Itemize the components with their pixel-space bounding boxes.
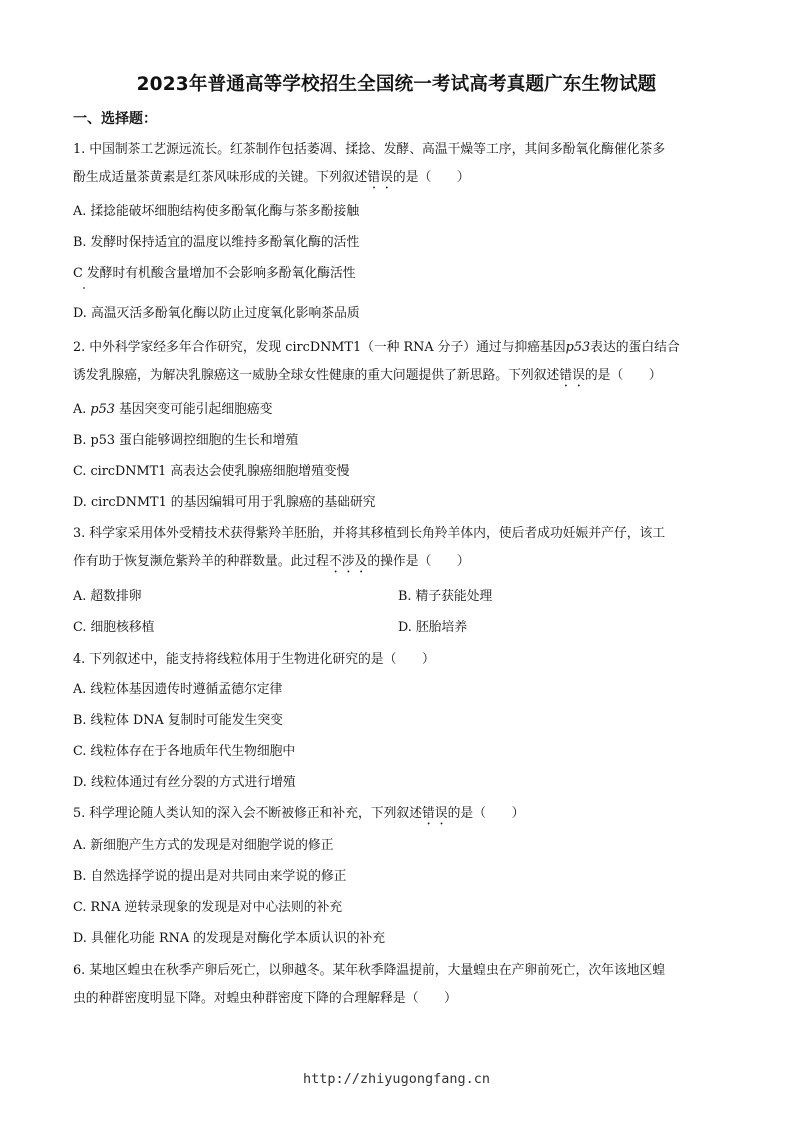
- q1-option-a: A. 揉捻能破坏细胞结构使多酚氧化酶与茶多酚接触: [73, 204, 360, 219]
- q2-stem-line-2: 诱发乳腺癌，为解决乳腺癌这一威胁全球女性健康的重大问题提供了新思路。下列叙述错误的是（ ）: [73, 368, 662, 383]
- emphasis-mark: 错误: [367, 170, 393, 185]
- q2-option-c: C. circDNMT1 高表达会使乳腺癌细胞增殖变慢: [73, 464, 350, 479]
- q1-option-b: B. 发酵时保持适宜的温度以维持多酚氧化酶的活性: [73, 235, 360, 250]
- q4-option-b: B. 线粒体 DNA 复制时可能发生突变: [73, 713, 283, 728]
- q6-stem-line-2: 虫的种群密度明显下降。对蝗虫种群密度下降的合理解释是（ ）: [73, 991, 457, 1006]
- q2-option-a: A. p53 基因突变可能引起细胞癌变: [73, 402, 273, 417]
- q4-stem: 4. 下列叙述中，能支持将线粒体用于生物进化研究的是（ ）: [73, 652, 435, 667]
- emphasis-mark: 不涉及: [328, 554, 368, 569]
- q5-stem: 5. 科学理论随人类认知的深入会不断被修正和补充，下列叙述错误的是（ ）: [73, 806, 525, 821]
- q6-stem-line-1: 6. 某地区蝗虫在秋季产卵后死亡，以卵越冬。某年秋季降温提前，大量蝗虫在产卵前死亡，次年该地区蝗: [73, 963, 666, 978]
- q5-option-d: D. 具催化功能 RNA 的发现是对酶化学本质认识的补充: [73, 931, 386, 946]
- q1-option-c: C 发酵时有机酸含量增加不会影响多酚氧化酶活性: [73, 266, 356, 281]
- q3-stem-line-2: 作有助于恢复濒危紫羚羊的种群数量。此过程不涉及的操作是（ ）: [73, 554, 470, 569]
- q1-option-d: D. 高温灭活多酚氧化酶以防止过度氧化影响茶品质: [73, 306, 360, 321]
- stray-dot: [83, 287, 85, 289]
- q3-stem-line-1: 3. 科学家采用体外受精技术获得紫羚羊胚胎，并将其移植到长角羚羊体内，使后者成功妊娠并产仔，该工: [73, 526, 666, 541]
- section-heading: 一、选择题：: [73, 111, 157, 127]
- q2-stem-line-1: 2. 中外科学家经多年合作研究，发现 circDNMT1（一种 RNA 分子）通过与抑癌基因p53表达的蛋白结合: [73, 340, 680, 355]
- footer-url: http://zhiyugongfang.cn: [303, 1071, 490, 1087]
- page-title: 2023年普通高等学校招生全国统一考试高考真题广东生物试题: [136, 74, 657, 95]
- emphasis-mark: 错误: [559, 368, 585, 383]
- q5-option-a: A. 新细胞产生方式的发现是对细胞学说的修正: [73, 838, 334, 853]
- q3-option-a: A. 超数排卵: [73, 589, 142, 604]
- q4-option-c: C. 线粒体存在于各地质年代生物细胞中: [73, 744, 296, 759]
- q2-option-d: D. circDNMT1 的基因编辑可用于乳腺癌的基础研究: [73, 495, 376, 510]
- q3-option-b: B. 精子获能处理: [398, 589, 493, 604]
- q3-option-d: D. 胚胎培养: [398, 620, 468, 635]
- q4-option-a: A. 线粒体基因遗传时遵循孟德尔定律: [73, 682, 283, 697]
- q4-option-d: D. 线粒体通过有丝分裂的方式进行增殖: [73, 775, 296, 790]
- q2-option-b: B. p53 蛋白能够调控细胞的生长和增殖: [73, 433, 299, 448]
- emphasis-mark: 错误: [422, 806, 448, 821]
- q5-option-c: C. RNA 逆转录现象的发现是对中心法则的补充: [73, 900, 343, 915]
- q1-stem-line-1: 1. 中国制茶工艺源远流长。红茶制作包括萎凋、揉捻、发酵、高温干燥等工序，其间多酚氧化酶催化茶多: [73, 142, 666, 157]
- q3-option-c: C. 细胞核移植: [73, 620, 155, 635]
- q5-option-b: B. 自然选择学说的提出是对共同由来学说的修正: [73, 869, 347, 884]
- q1-stem-line-2: 酚生成适量茶黄素是红茶风味形成的关键。下列叙述错误的是（ ）: [73, 170, 470, 185]
